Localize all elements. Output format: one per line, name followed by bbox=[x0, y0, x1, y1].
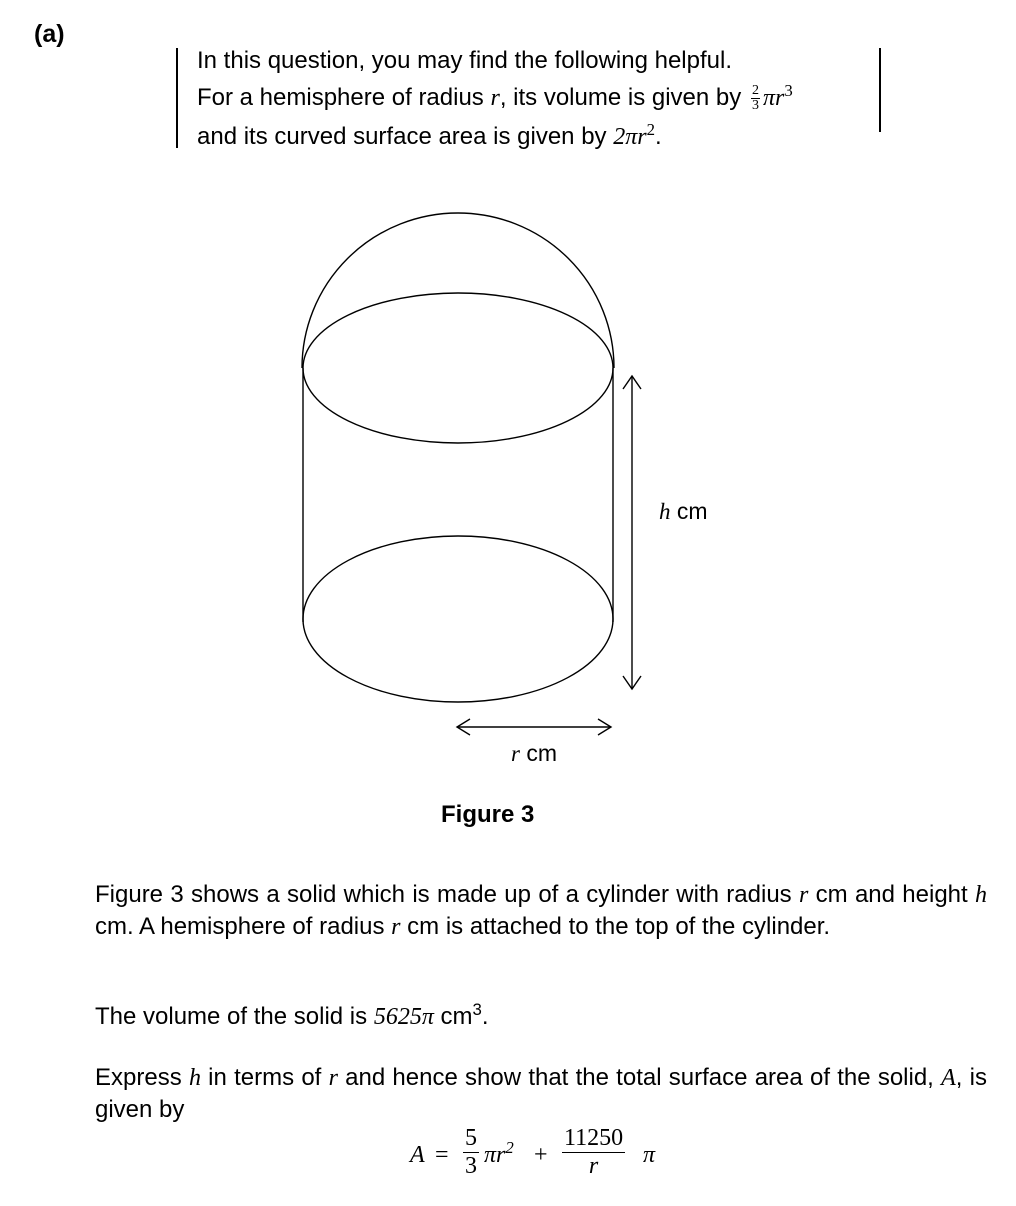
hint-var-r: r bbox=[490, 85, 500, 111]
formula-plus: + bbox=[534, 1142, 548, 1168]
var-r: r bbox=[391, 914, 401, 940]
paragraph-task bbox=[95, 1062, 987, 1125]
paragraph-volume bbox=[95, 1001, 987, 1033]
fraction-numerator: 5 bbox=[465, 1125, 477, 1151]
volume-exponent: 3 bbox=[784, 80, 793, 100]
formula-term-2: π bbox=[643, 1142, 656, 1168]
text-run: cm bbox=[433, 1003, 473, 1030]
text-run: The volume of the solid is bbox=[95, 1003, 374, 1030]
radius-label bbox=[511, 740, 557, 767]
text-run: and hence show that the total surface area of the solid, bbox=[337, 1064, 942, 1091]
fraction-denominator: r bbox=[562, 1152, 625, 1179]
fraction-numerator: 2 bbox=[751, 83, 759, 99]
paragraph-description bbox=[95, 879, 987, 943]
term-exponent: 2 bbox=[505, 1137, 514, 1157]
hint-text: , its volume is given by bbox=[499, 84, 748, 111]
part-label: (a) bbox=[34, 20, 65, 48]
hint-text: . bbox=[654, 123, 662, 150]
volume-term: πr bbox=[762, 85, 785, 111]
hint-text: For a hemisphere of radius bbox=[197, 84, 491, 111]
text-run: Figure 3 shows a solid which is made up of a cylinder with radius bbox=[95, 881, 799, 908]
text-run: Express bbox=[95, 1064, 189, 1091]
height-unit: cm bbox=[670, 498, 708, 524]
area-exponent: 2 bbox=[646, 119, 655, 139]
var-h: h bbox=[188, 1065, 201, 1091]
var-r: r bbox=[798, 882, 809, 908]
height-var: h bbox=[659, 499, 671, 524]
term-body: πr bbox=[484, 1142, 506, 1168]
text-run: cm is attached to the top of the cylinder. bbox=[400, 913, 831, 940]
fraction-denominator: 3 bbox=[465, 1153, 477, 1179]
var-h: h bbox=[975, 882, 987, 908]
height-label bbox=[659, 498, 708, 525]
text-run: in terms of bbox=[200, 1064, 329, 1091]
var-A: A bbox=[941, 1065, 956, 1091]
hemisphere-outline bbox=[302, 213, 614, 523]
formula-lhs: A bbox=[410, 1142, 425, 1168]
cylinder-bottom-ellipse bbox=[303, 536, 613, 702]
var-r: r bbox=[328, 1065, 338, 1091]
volume-value: 5625π bbox=[373, 1004, 434, 1030]
fraction-denominator: 3 bbox=[751, 98, 759, 114]
hint-line-1: In this question, you may find the following helpful. bbox=[197, 47, 732, 74]
formula-fraction-2 bbox=[562, 1124, 625, 1179]
text-run: , is given by bbox=[95, 1064, 987, 1123]
formula-equals: = bbox=[435, 1142, 449, 1168]
text-run: . bbox=[481, 1003, 489, 1030]
hint-text: and its curved surface area is given by bbox=[197, 123, 614, 150]
text-run: cm and height bbox=[808, 881, 975, 908]
formula-fraction-1 bbox=[463, 1124, 479, 1179]
fraction-numerator: 11250 bbox=[564, 1125, 624, 1151]
radius-var: r bbox=[511, 741, 520, 766]
formula-term-1 bbox=[484, 1137, 514, 1169]
cylinder-top-ellipse bbox=[303, 293, 613, 443]
text-run: cm. A hemisphere of radius bbox=[95, 913, 392, 940]
radius-unit: cm bbox=[519, 740, 558, 766]
unit-exponent: 3 bbox=[472, 999, 482, 1019]
area-expression: 2πr bbox=[613, 124, 647, 150]
figure-caption: Figure 3 bbox=[441, 801, 535, 828]
